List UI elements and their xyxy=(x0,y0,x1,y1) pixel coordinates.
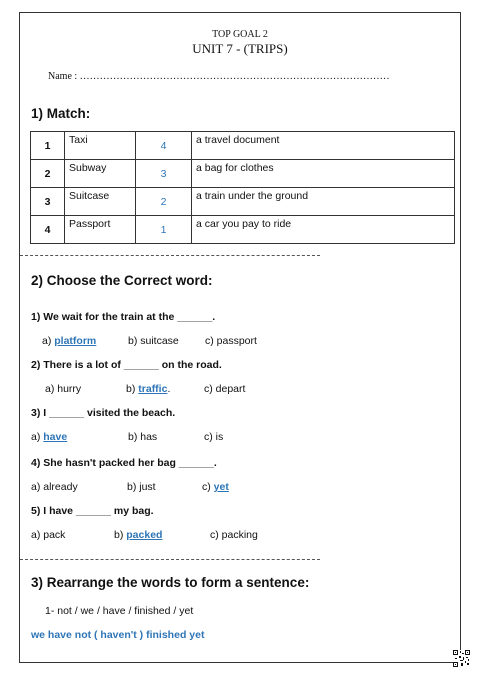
row-answer: 3 xyxy=(136,160,192,188)
row-definition: a bag for clothes xyxy=(192,160,455,188)
row-definition: a travel document xyxy=(192,132,455,160)
option-b: b) has xyxy=(128,431,158,443)
name-line: Name : ………………………………………………………………………………… xyxy=(48,71,390,82)
option-c: c) depart xyxy=(204,383,246,395)
table-row xyxy=(31,216,455,244)
row-word: Subway xyxy=(65,160,136,188)
option-b xyxy=(126,383,170,395)
option-letter: a) xyxy=(31,431,41,443)
row-number: 4 xyxy=(31,216,65,244)
question-4: 4) She hasn't packed her bag ______. xyxy=(31,457,217,469)
question-3: 3) I ______ visited the beach. xyxy=(31,407,176,419)
header-top: TOP GOAL 2 xyxy=(212,29,268,40)
option-c xyxy=(202,481,229,493)
question-1: 1) We wait for the train at the ______. xyxy=(31,311,216,323)
option-letter: b) xyxy=(126,383,136,395)
answer-highlight: traffic xyxy=(138,383,168,395)
answer-highlight: platform xyxy=(54,335,97,347)
qr-code-icon xyxy=(453,650,470,667)
option-b: b) suitcase xyxy=(128,335,179,347)
row-answer: 2 xyxy=(136,188,192,216)
rearrange-answer: we have not ( haven't ) finished yet xyxy=(31,629,205,641)
rearrange-item: 1- not / we / have / finished / yet xyxy=(45,605,194,617)
divider xyxy=(20,255,320,256)
option-c: c) is xyxy=(204,431,224,443)
answer-highlight: have xyxy=(43,431,68,443)
section1-title: 1) Match: xyxy=(31,106,91,121)
row-answer: 4 xyxy=(136,132,192,160)
row-word: Passport xyxy=(65,216,136,244)
option-b xyxy=(114,529,162,541)
table-row xyxy=(31,160,455,188)
section3-title: 3) Rearrange the words to form a sentence: xyxy=(31,575,310,590)
option-letter: b) xyxy=(114,529,124,541)
option-a xyxy=(31,431,67,443)
option-b: b) just xyxy=(127,481,156,493)
section2-title: 2) Choose the Correct word: xyxy=(31,273,213,288)
question-5: 5) I have ______ my bag. xyxy=(31,505,154,517)
option-c: c) packing xyxy=(210,529,258,541)
divider xyxy=(20,559,320,560)
header-unit: UNIT 7 - (TRIPS) xyxy=(192,41,288,56)
row-definition: a train under the ground xyxy=(192,188,455,216)
table-row xyxy=(31,132,455,160)
row-word: Suitcase xyxy=(65,188,136,216)
row-word: Taxi xyxy=(65,132,136,160)
match-table xyxy=(30,131,455,244)
answer-highlight: packed xyxy=(126,529,163,541)
answer-highlight: yet xyxy=(213,481,229,493)
option-a: a) pack xyxy=(31,529,66,541)
option-a: a) already xyxy=(31,481,78,493)
option-c: c) passport xyxy=(205,335,257,347)
row-number: 3 xyxy=(31,188,65,216)
row-definition: a car you pay to ride xyxy=(192,216,455,244)
row-number: 2 xyxy=(31,160,65,188)
option-a xyxy=(42,335,96,347)
option-a: a) hurry xyxy=(45,383,82,395)
table-row xyxy=(31,188,455,216)
option-letter: c) xyxy=(202,481,211,493)
row-number: 1 xyxy=(31,132,65,160)
row-answer: 1 xyxy=(136,216,192,244)
question-2: 2) There is a lot of ______ on the road. xyxy=(31,359,222,371)
option-letter: a) xyxy=(42,335,52,347)
option-period: . xyxy=(167,383,171,395)
